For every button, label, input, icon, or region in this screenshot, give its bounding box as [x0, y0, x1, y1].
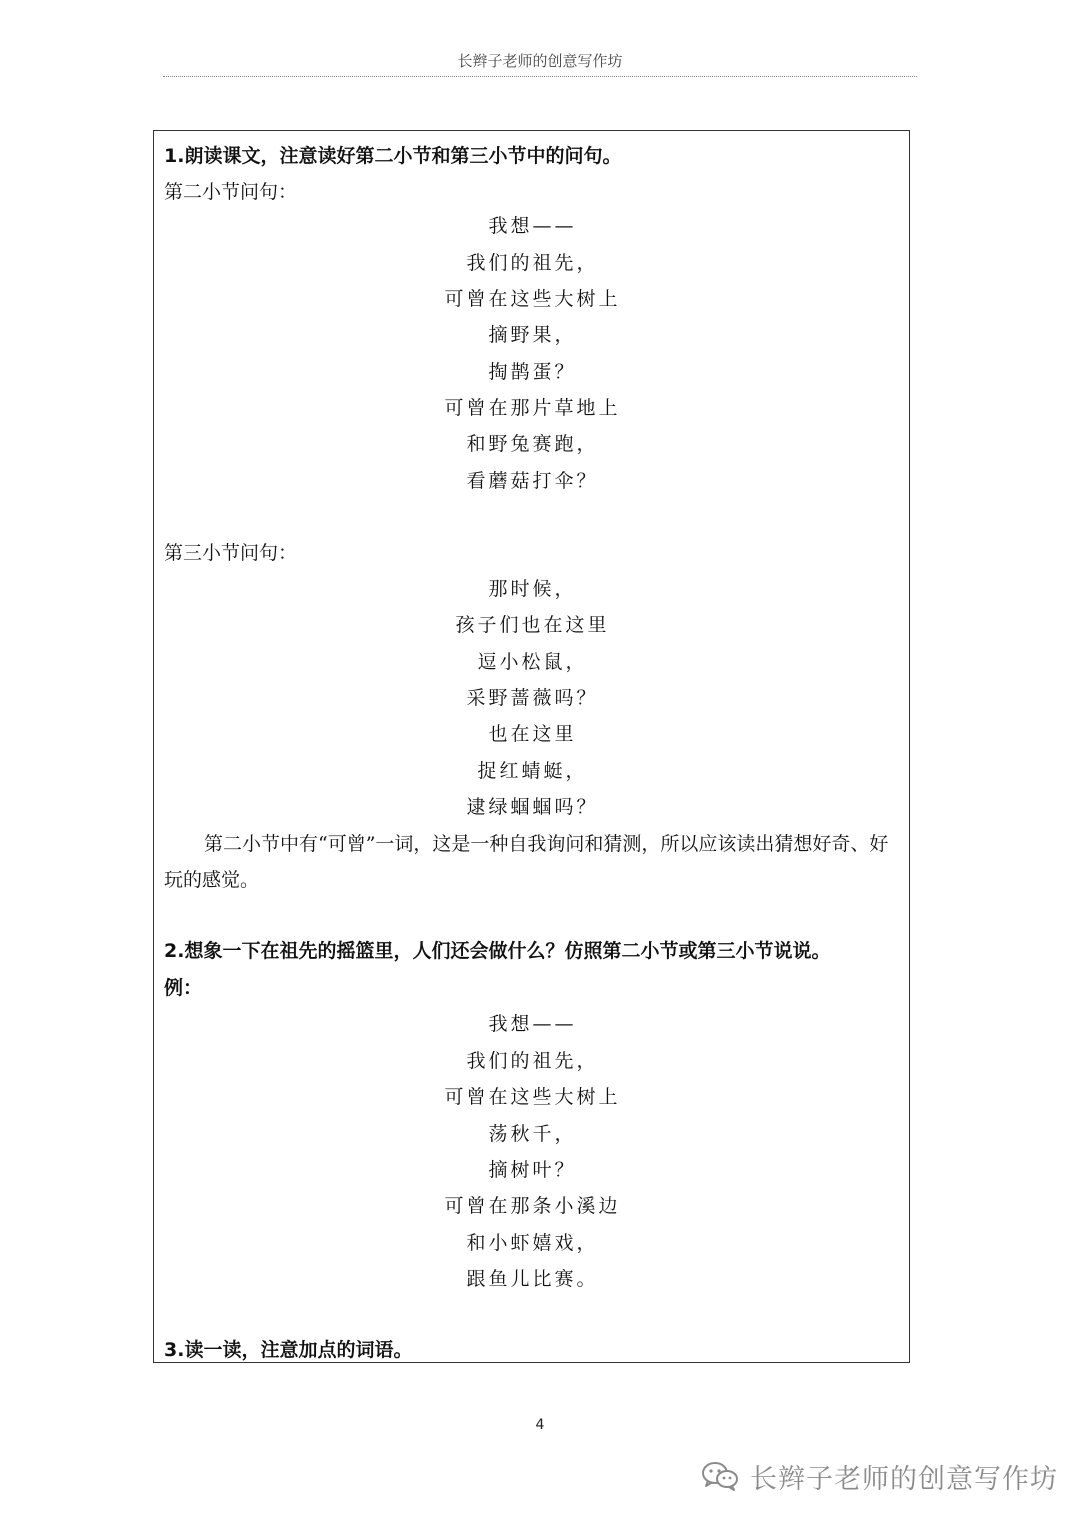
poem-line: 可曾在那片草地上: [444, 397, 621, 419]
q1-heading: 1.朗读课文，注意读好第二小节和第三小节中的问句。: [164, 145, 622, 167]
poem-line: 摘野果，: [488, 324, 577, 346]
section3-label: 第三小节问句：: [164, 542, 298, 564]
poem-line: 掏鹊蛋？: [488, 361, 577, 383]
poem-line: 和野兔赛跑，: [466, 433, 599, 455]
poem-line: 逮绿蝈蝈吗？: [466, 796, 599, 818]
poem-line: 捉红蜻蜓，: [477, 760, 588, 782]
watermark-text: 长辫子老师的创意写作坊: [750, 1463, 1058, 1495]
poem-line: 孩子们也在这里: [455, 614, 610, 636]
poem-line: 和小虾嬉戏，: [466, 1232, 599, 1254]
poem-line: 我想——: [488, 215, 577, 237]
watermark: [700, 1456, 1058, 1496]
q3-heading: 3.读一读，注意加点的词语。: [164, 1339, 413, 1361]
poem-line: 也在这里: [488, 723, 577, 745]
poem-line: 我们的祖先，: [466, 252, 599, 274]
poem-line: 采野蔷薇吗？: [466, 687, 599, 709]
poem-line: 我们的祖先，: [466, 1050, 599, 1072]
poem-line: 可曾在这些大树上: [444, 288, 621, 310]
q1-explanation: 第二小节中有“可曾”一词，这是一种自我询问和猜测，所以应该读出猜想好奇、好玩的感觉。: [164, 833, 889, 891]
poem-line: 逗小松鼠，: [477, 651, 588, 673]
poem-line: 可曾在那条小溪边: [444, 1195, 621, 1217]
poem-line: 我想——: [488, 1013, 577, 1035]
poem-line: 那时候，: [488, 578, 577, 600]
poem-line: 可曾在这些大树上: [444, 1086, 621, 1108]
section2-label: 第二小节问句：: [164, 181, 298, 203]
page-header: [163, 50, 917, 77]
poem-line: 跟鱼儿比赛。: [466, 1268, 599, 1290]
poem-line: 摘树叶？: [488, 1159, 577, 1181]
wechat-icon: [700, 1460, 740, 1492]
example-label: 例：: [164, 977, 203, 999]
poem-line: 看蘑菇打伞？: [466, 470, 599, 492]
header-title: 长辫子老师的创意写作坊: [457, 52, 623, 70]
page-number: 4: [535, 1417, 545, 1433]
q2-heading: 2.想象一下在祖先的摇篮里，人们还会做什么？仿照第二小节或第三小节说说。: [164, 940, 831, 962]
content-box: [153, 130, 910, 1363]
poem-line: 荡秋千，: [488, 1123, 577, 1145]
